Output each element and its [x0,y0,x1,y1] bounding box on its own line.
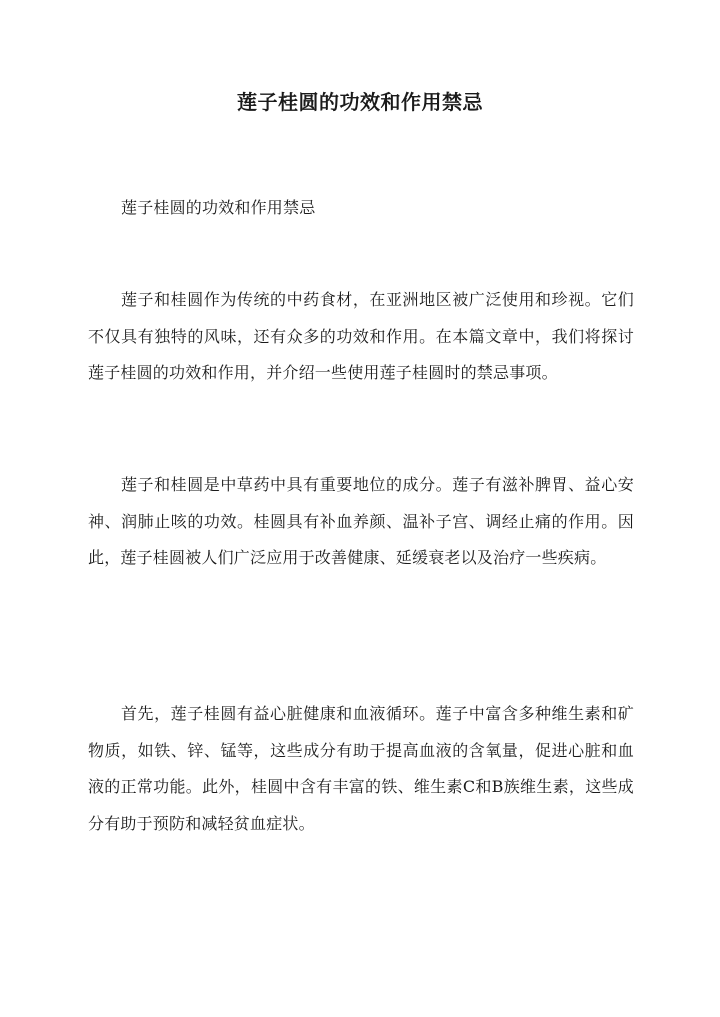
paragraph-ingredients: 莲子和桂圆是中草药中具有重要地位的成分。莲子有滋补脾胃、益心安神、润肺止咳的功效。桂圆具有补血养颜、温补子宫、调经止痛的作用。因此，莲子桂圆被人们广泛应用于改善健康、延缓衰老以及治疗一些疾病。 [88,475,634,567]
document-title: 莲子桂圆的功效和作用禁忌 [237,90,483,114]
paragraph-intro: 莲子和桂圆作为传统的中药食材，在亚洲地区被广泛使用和珍视。它们不仅具有独特的风味，还有众多的功效和作用。在本篇文章中，我们将探讨莲子桂圆的功效和作用，并介绍一些使用莲子桂圆时的禁忌事项。 [88,290,634,382]
paragraph-heart-health: 首先，莲子桂圆有益心脏健康和血液循环。莲子中富含多种维生素和矿物质，如铁、锌、锰等，这些成分有助于提高血液的含氧量，促进心脏和血液的正常功能。此外，桂圆中含有丰富的铁、维生素C和B族维生素，这些成分有助于预防和减轻贫血症状。 [88,704,634,833]
paragraph-subtitle: 莲子桂圆的功效和作用禁忌 [121,198,316,217]
